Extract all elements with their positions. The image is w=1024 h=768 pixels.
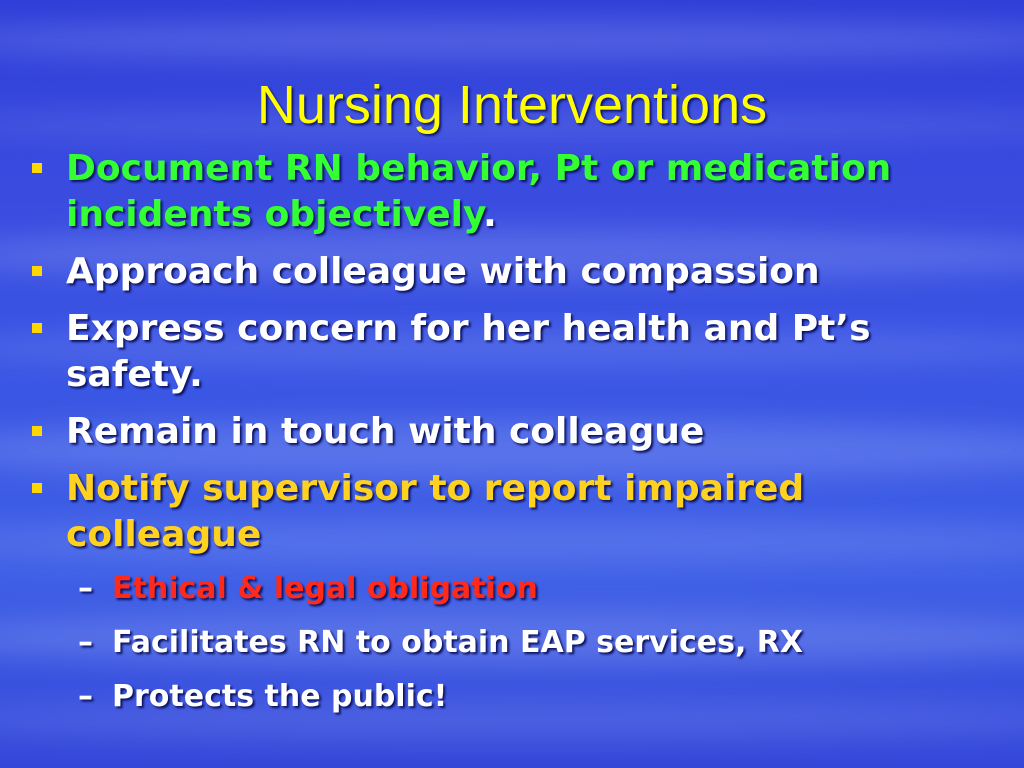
square-bullet-icon (32, 163, 42, 173)
bullet-item-remain (28, 409, 988, 455)
bullet-item-approach (28, 249, 988, 295)
bullet-list (28, 146, 988, 731)
square-bullet-icon (32, 483, 42, 493)
subbullet-text: Facilitates RN to obtain EAP services, RX (112, 625, 804, 660)
bullet-suffix: . (483, 194, 497, 235)
slide-title: Nursing Interventions (256, 75, 768, 135)
subbullet-text: Ethical & legal obligation (112, 571, 538, 606)
bullet-text: Express concern for her health and Pt’s safety. (66, 308, 871, 395)
dash-bullet-icon: – (78, 625, 93, 660)
bullet-text: Approach colleague with compassion (66, 251, 820, 292)
bullet-item-notify (28, 466, 988, 558)
bullet-text: Notify supervisor to report impaired colleague (66, 468, 805, 555)
bullet-item-express (28, 306, 988, 398)
subbullet-item-protects (28, 677, 988, 717)
bullet-text: Document RN behavior, Pt or medication incidents objectively (66, 148, 892, 235)
dash-bullet-icon: – (78, 571, 93, 606)
square-bullet-icon (32, 266, 42, 276)
subbullet-text: Protects the public! (112, 679, 448, 714)
subbullet-item-facilitates (28, 623, 988, 663)
subbullet-item-ethical (28, 569, 988, 609)
dash-bullet-icon: – (78, 679, 93, 714)
bullet-item-document (28, 146, 988, 238)
square-bullet-icon (32, 323, 42, 333)
square-bullet-icon (32, 426, 42, 436)
background-streak (0, 20, 1024, 60)
bullet-text: Remain in touch with colleague (66, 411, 705, 452)
